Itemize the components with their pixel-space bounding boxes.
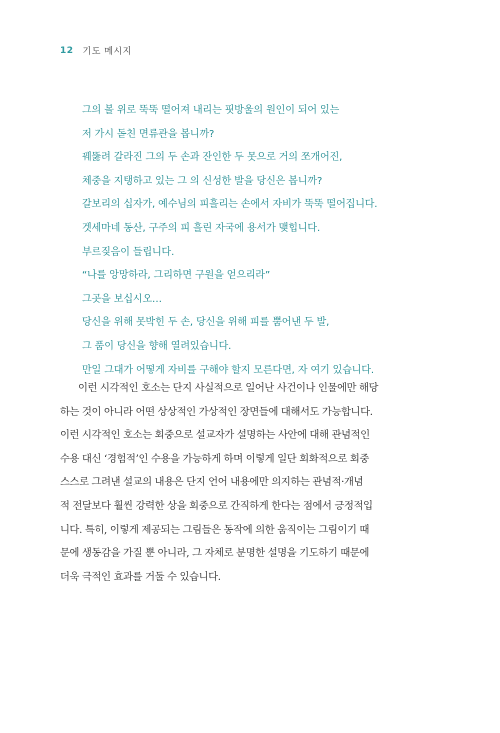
paragraph-line: 적 전달보다 훨씬 강력한 상을 회중으로 간직하게 한다는 점에서 긍정적입 — [60, 500, 373, 512]
paragraph-line: 하는 것이 아니라 어떤 상상적인 가상적인 장면들에 대해서도 가능합니다. — [60, 406, 373, 418]
running-title: 기도 메시지 — [82, 47, 132, 57]
quote-line: 당신을 위해 못박힌 두 손, 당신을 위해 피를 뿜어낸 두 발, — [82, 317, 330, 329]
paragraph-line: 이런 시각적인 호소는 단지 사실적으로 일어난 사건이나 인물에만 해당 — [78, 383, 379, 394]
quote-line: 꿰뚫려 갈라진 그의 두 손과 잔인한 두 못으로 거의 쪼개어진, — [82, 152, 343, 164]
page-number: 12 — [60, 45, 74, 56]
paragraph-line: 수용 대신 ‘경험적’인 수용을 가능하게 하며 이렇게 일단 회화적으로 회중 — [60, 453, 370, 465]
quote-line: 그곳을 보십시오… — [82, 293, 162, 305]
body-paragraph — [60, 377, 440, 589]
paragraph-line: 더욱 극적인 효과를 거둘 수 있습니다. — [60, 571, 221, 583]
quote-line: 그의 볼 위로 뚝뚝 떨어져 내리는 핏방울의 원인이 되어 있는 — [82, 105, 340, 116]
quote-line: 부르짖음이 들립니다. — [82, 246, 175, 258]
quote-line: 체중을 지탱하고 있는 그 의 신성한 발을 당신은 봅니까? — [82, 175, 323, 187]
quote-line: “나를 앙망하라, 그리하면 구원을 얻으리라” — [82, 270, 271, 282]
page-header — [60, 44, 132, 57]
quote-line: 만일 그대가 어떻게 자비를 구해야 할지 모른다면, 자 여기 있습니다. — [82, 364, 374, 376]
paragraph-line: 문에 생동감을 가질 뿐 아니라, 그 자체로 분명한 설명을 기도하기 때문에 — [60, 548, 370, 560]
quote-block — [82, 99, 462, 382]
quote-line: 갈보리의 십자가, 예수님의 피흘리는 손에서 자비가 뚝뚝 떨어집니다. — [82, 199, 378, 211]
quote-line: 겟세마네 동산, 구주의 피 흘린 자국에 용서가 맺힙니다. — [82, 222, 321, 234]
quote-line: 저 가시 돋친 면류관을 봅니까? — [82, 128, 215, 140]
quote-line: 그 품이 당신을 향해 열려있습니다. — [82, 340, 232, 352]
paragraph-line: 니다. 특히, 이렇게 제공되는 그림들은 동작에 의한 움직이는 그림이기 때 — [60, 524, 370, 536]
paragraph-line: 스스로 그려낸 설교의 내용은 단지 언어 내용에만 의지하는 관념적·개념 — [60, 477, 364, 489]
paragraph-line: 이런 시각적인 호소는 회중으로 설교자가 설명하는 사안에 대해 관념적인 — [60, 430, 370, 442]
